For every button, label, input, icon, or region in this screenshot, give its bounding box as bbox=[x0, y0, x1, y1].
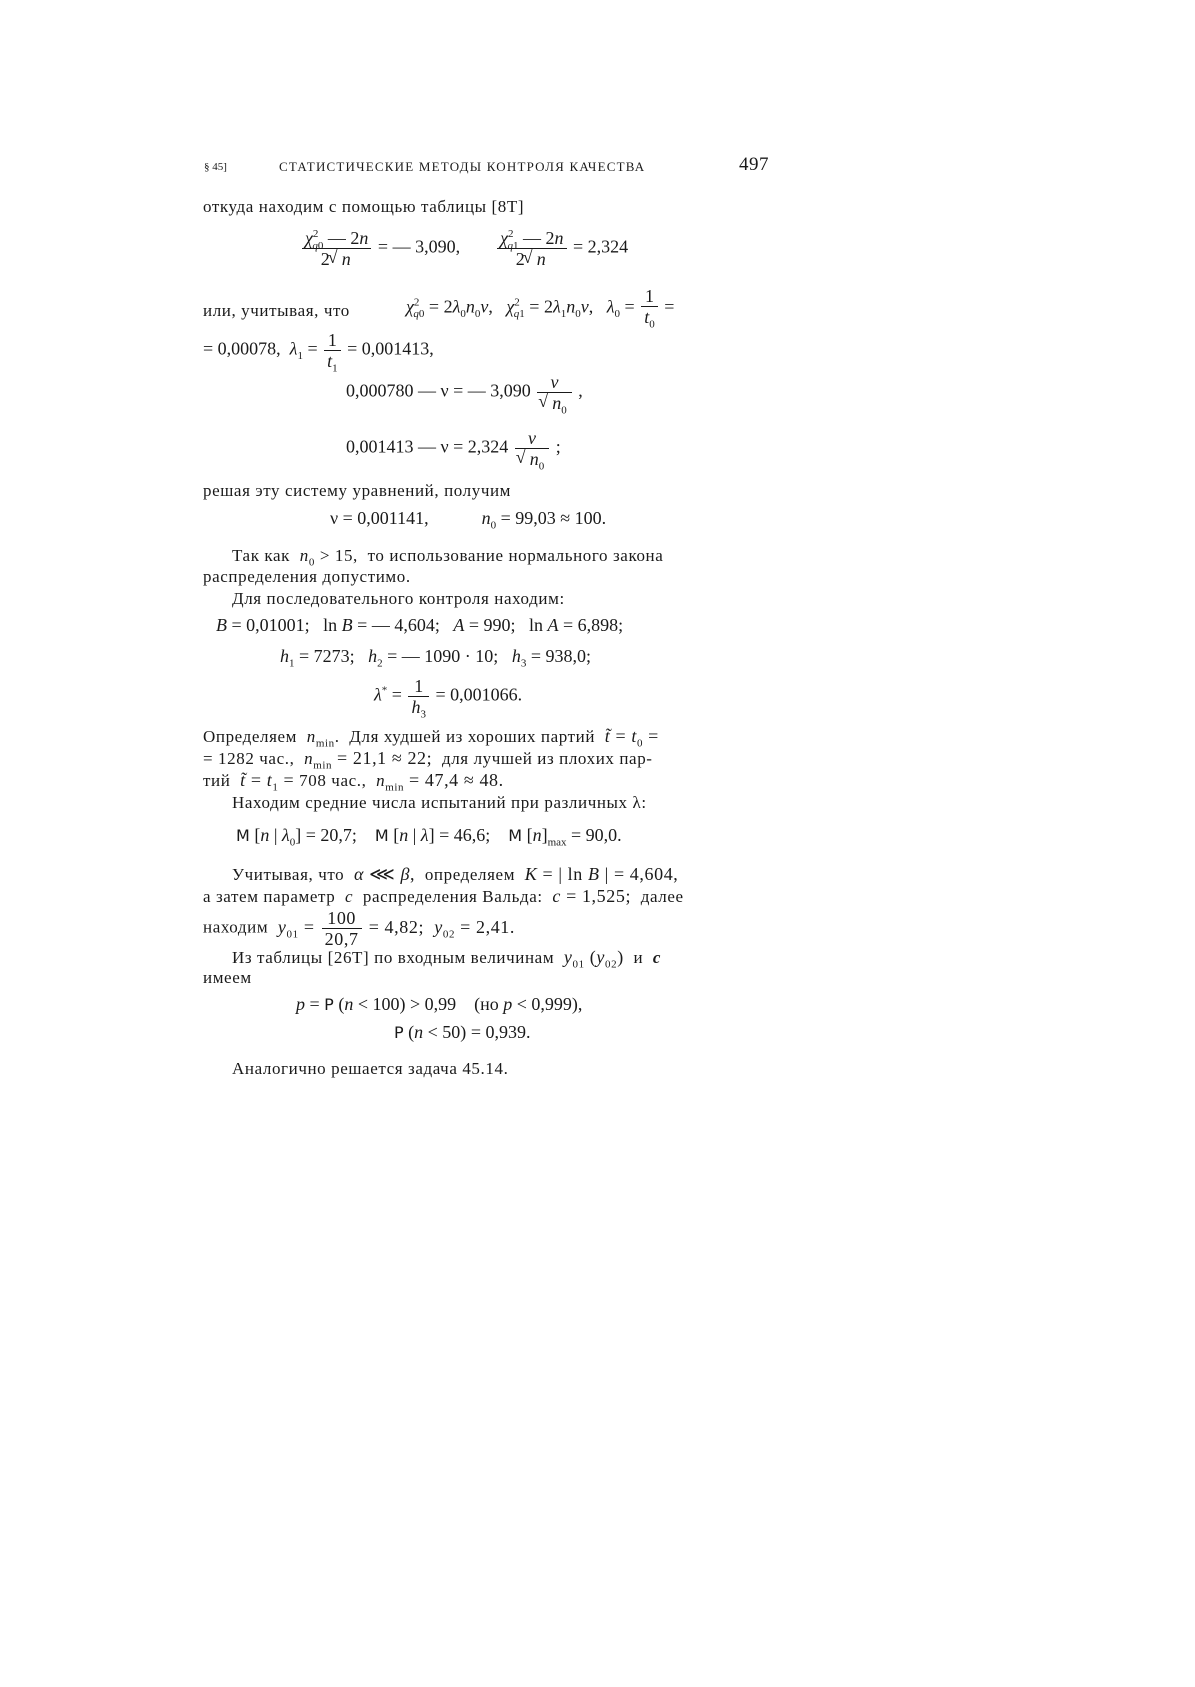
chi-q0-result: = — 3,090, bbox=[377, 236, 461, 257]
or-using-line: или, учитывая, что bbox=[203, 301, 350, 320]
wald-line: а затем параметр c распределения Вальда: c = 1,525; далее bbox=[203, 886, 684, 906]
chi-q0-fraction: $\frac{\chi^2_{q0} — 2n}{2√ n}$ bbox=[302, 228, 371, 269]
lambda-values-line: = 0,00078, $\lambda_1$ = $\frac{1}{t_1}$ = 0,001413, bbox=[203, 330, 434, 375]
nmin-line-3: тий t̃ = $t_1 = 708$ час., $n_{min} = 47,4 \approx 48$. bbox=[203, 770, 504, 794]
page-number: 497 bbox=[739, 154, 769, 175]
sequential-line: Для последовательного контроля находим: bbox=[232, 589, 565, 608]
nmin-line-1: Определяем $n_{min}$. Для худшей из хороших партий t̃ = $t_0$ = bbox=[203, 726, 659, 750]
solving-line: решая эту систему уравнений, получим bbox=[203, 481, 512, 500]
table26-line-2: имеем bbox=[203, 968, 252, 987]
similarly-line: Аналогично решается задача 45.14. bbox=[232, 1059, 509, 1078]
running-title: СТАТИСТИЧЕСКИЕ МЕТОДЫ КОНТРОЛЯ КАЧЕСТВА bbox=[279, 159, 646, 174]
probability-line-2: P (n < 50) = 0,939. bbox=[394, 1022, 531, 1042]
solution-line: ν = 0,001141, $n_0 = 99,03 \approx 100$. bbox=[330, 508, 607, 532]
lambda-star-line: λ* = $\frac{1}{h_3}$ = 0,001066. bbox=[374, 676, 523, 721]
intro-line: откуда находим с помощью таблицы [8Т] bbox=[203, 197, 525, 216]
B-A-values-line: B = 0,01001; ln B = — 4,604; A = 990; ln A = 6,898; bbox=[216, 615, 624, 635]
table26-line: Из таблицы [26Т] по входным величинам $y_{01}$ $(y_{02})$ и c bbox=[232, 947, 662, 971]
equation-1: 0,000780 — ν = — 3,090 ν √ $n_0$ , bbox=[346, 372, 583, 413]
chi-square-formula-line bbox=[300, 228, 628, 269]
mean-values-line: M [n | $\lambda_0] = 20,7$; M [n | λ] = 46,6; M $[n]_{max} = 90,0$. bbox=[236, 825, 622, 849]
or-using-formulas: $\chi^2_{q0} = 2\lambda_0n_0\nu$, $\chi^2_{q1} = 2\lambda_1n_0\nu$, $\lambda_0$ = $\frac{1}{t_0}$ = bbox=[406, 286, 675, 331]
avg-tests-line: Находим средние числа испытаний при различных λ: bbox=[232, 793, 647, 812]
probability-line-1: p = P (n < 100) > 0,99 (но p < 0,999), bbox=[296, 994, 583, 1014]
equation-2: 0,001413 — ν = 2,324 ν √ $n_0$ ; bbox=[346, 428, 561, 469]
h-values-line: $h_1 = 7273$; $h_2$ = — 1090 · 10; $h_3 = 938,0$; bbox=[280, 646, 591, 670]
since-line-2: распределения допустимо. bbox=[203, 567, 411, 586]
nmin-line-2: = 1282 час., $n_{min} = 21,1 \approx 22$; для лучшей из плохих пар- bbox=[203, 748, 653, 772]
find-y-line: находим $y_{01}$ = $\frac{100}{20,7}$ = 4,82; $y_{02} = 2,41$. bbox=[203, 908, 516, 949]
section-marker: § 45] bbox=[204, 161, 227, 173]
chi-q1-result: = 2,324 bbox=[573, 236, 629, 257]
since-line: Так как $n_0 > 15$, то использование нормального закона bbox=[232, 546, 664, 569]
considering-line: Учитывая, что α ⋘ β, определяем K = | ln B | = 4,604, bbox=[232, 864, 679, 884]
chi-q1-fraction: $\frac{\chi^2_{q1} — 2n}{2√ n}$ bbox=[497, 228, 566, 269]
